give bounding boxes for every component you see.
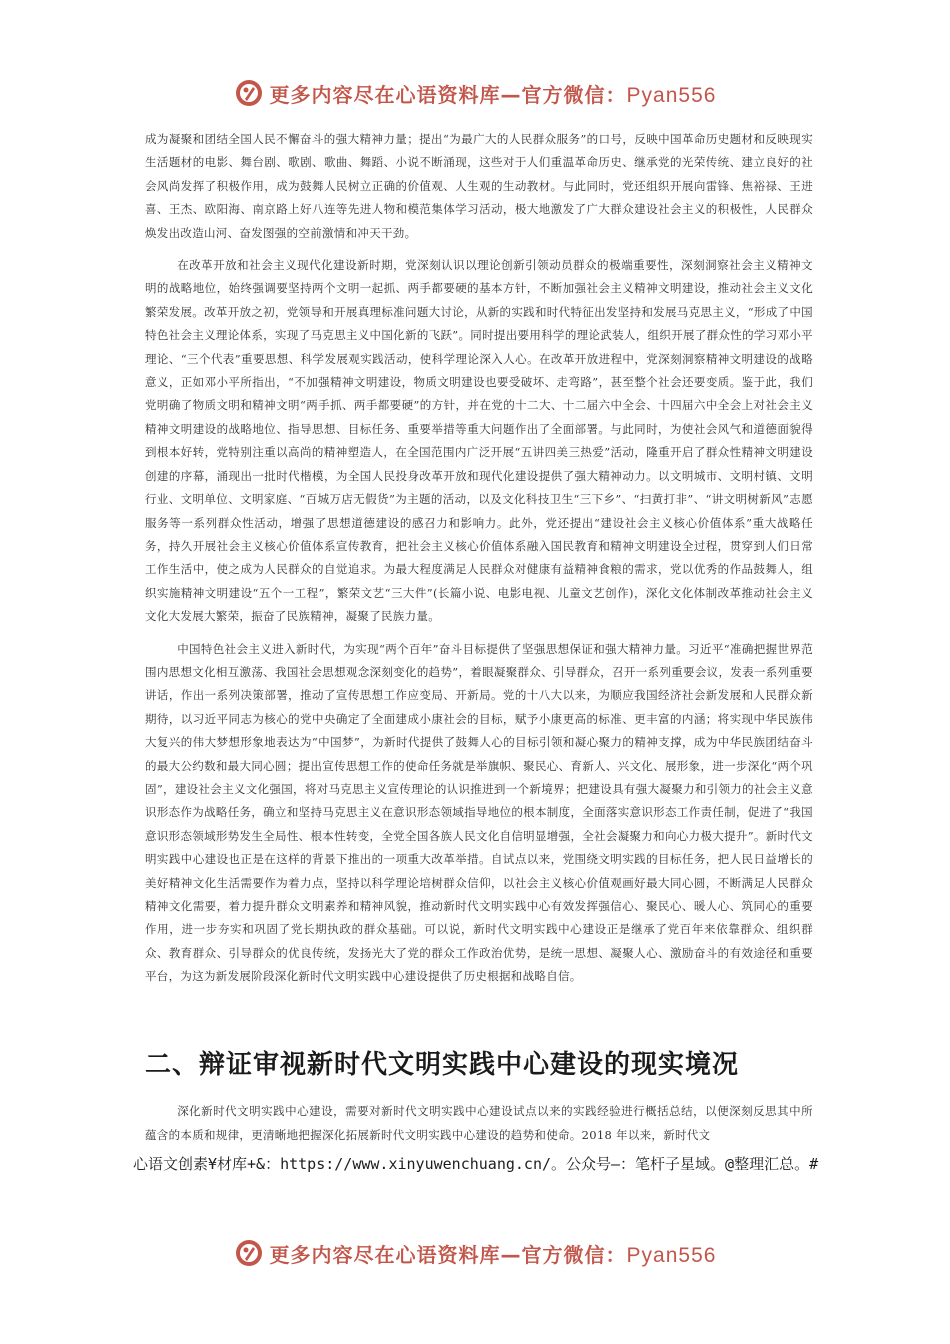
source-note: 心语文创素¥材库+&：https://www.xinyuwenchuang.cn/。公众号—：笔杆子星域。@整理汇总。# <box>133 1155 819 1173</box>
banner-text <box>270 1239 717 1268</box>
paragraph-2: 在改革开放和社会主义现代化建设新时期，党深刻认识以理论创新引领动员群众的极端重要性，深刻洞察社会主义精神文明的战略地位，始终强调要坚持两个文明一起抓、两手都要硬的基本方针，不断加强社会主义精神文明建设，推动社会主义文化繁荣发展。改革开放之初，党领导和开展真理标准问题大讨论，从新的实践和时代特征出发坚持和发展马克思主义，“形成了中国特色社会主义理论体系，实现了马克思主义中国化新的飞跃”。同时提出要用科学的理论武装人，组织开展了群众性的学习邓小平理论、“三个代表”重要思想、科学发展观实践活动，使科学理论深入人心。在改革开放进程中，党深刻洞察精神文明建设的战略意义，正如邓小平所指出，“不加强精神文明建设，物质文明建设也要受破坏、走弯路”，甚至整个社会还要变质。鉴于此，我们党明确了物质文明和精神文明“两手抓、两手都要硬”的方针，并在党的十二大、十二届六中全会、十四届六中全会上对社会主义精神文明建设的战略地位、指导思想、目标任务、重要举措等重大问题作出了全面部署。与此同时，为使社会风气和道德面貌得到根本好转，党特别注重以高尚的精神塑造人，在全国范围内广泛开展“五讲四美三热爱”活动，隆重开启了群众性精神文明建设创建的序幕，涌现出一批时代楷模，为全国人民投身改革开放和现代化建设提供了强大精神动力。以文明城市、文明村镇、文明行业、文明单位、文明家庭、“百城万店无假货”为主题的活动，以及文化科技卫生“三下乡”、“扫黄打非”、“讲文明树新风”志愿服务等一系列群众性活动，增强了思想道德建设的感召力和影响力。此外，党还提出“建设社会主义核心价值体系”重大战略任务，持久开展社会主义核心价值体系宣传教育，把社会主义核心价值体系融入国民教育和精神文明建设全过程，贯穿到人们日常工作生活中，使之成为人民群众的自觉追求。为最大程度满足人民群众对健康有益精神食粮的需求，党以优秀的作品鼓舞人，组织实施精神文明建设“五个一工程”，繁荣文艺“三大件”(长篇小说、电影电视、儿童文艺创作)，深化文化体制改革推动社会主义文化大发展大繁荣，振奋了民族精神，凝聚了民族力量。 <box>145 258 813 624</box>
banner-wechat-id: Pyan556 <box>626 83 717 107</box>
footer-banner <box>0 1232 950 1274</box>
paragraph-3: 中国特色社会主义进入新时代，为实现“两个百年”奋斗目标提供了坚强思想保证和强大精神力量。习近平“准确把握世界范围内思想文化相互激荡、我国社会思想观念深刻变化的趋势”，着眼凝聚群众、引导群众，召开一系列重要会议，发表一系列重要讲话，作出一系列决策部署，推动了宣传思想工作应变局、开新局。党的十八大以来，为顺应我国经济社会新发展和人民群众新期待，以习近平同志为核心的党中央确定了全面建成小康社会的目标，赋予小康更高的标准、更丰富的内涵；将实现中华民族伟大复兴的伟大梦想形象地表达为“中国梦”，为新时代提供了鼓舞人心的目标引领和凝心聚力的精神支撑，成为中华民族团结奋斗的最大公约数和最大同心圆；提出宣传思想工作的使命任务就是举旗帜、聚民心、育新人、兴文化、展形象，进一步深化“两个巩固”，建设社会主义文化强国，将对马克思主义宣传理论的认识推进到一个新境界；把建设具有强大凝聚力和引领力的社会主义意识形态作为战略任务，确立和坚持马克思主义在意识形态领域指导地位的根本制度，全面落实意识形态工作责任制，促进了“我国意识形态领域形势发生全局性、根本性转变，全党全国各族人民文化自信明显增强，全社会凝聚力和向心力极大提升”。新时代文明实践中心建设也正是在这样的背景下推出的一项重大改革举措。自试点以来，党围绕文明实践的目标任务，把人民日益增长的美好精神文化生活需要作为着力点，坚持以科学理论培树群众信仰，以社会主义核心价值观画好最大同心圆，不断满足人民群众精神文化需要，着力提升群众文明素养和精神风貌，推动新时代文明实践中心有效发挥强信心、聚民心、暖人心、筑同心的重要作用，进一步夯实和巩固了党长期执政的群众基础。可以说，新时代文明实践中心建设正是继承了党百年来依靠群众、组织群众、教育群众、引导群众的优良传统，发扬光大了党的群众工作政治优势，是统一思想、凝聚人心、激励奋斗的有效途径和重要平台，为这为新发展阶段深化新时代文明实践中心建设提供了历史根据和战略自信。 <box>145 641 813 984</box>
section-heading: 二、辩证审视新时代文明实践中心建设的现实境况 <box>145 1050 740 1080</box>
header-banner <box>0 72 950 114</box>
logo-icon <box>234 1238 264 1268</box>
banner-title: 更多内容尽在心语资料库—官方微信： <box>269 82 627 107</box>
paragraph-1: 成为凝聚和团结全国人民不懈奋斗的强大精神力量；提出“为最广大的人民群众服务”的口号，反映中国革命历史题材和反映现实生活题材的电影、舞台剧、歌剧、歌曲、舞蹈、小说不断涌现，这些对于人们重温革命历史、继承党的光荣传统、建立良好的社会风尚发挥了积极作用，成为鼓舞人民树立正确的价值观、人生观的生动教材。与此同时，党还组织开展向雷锋、焦裕禄、王进喜、王杰、欧阳海、南京路上好八连等先进人物和模范集体学习活动，极大地激发了广大群众建设社会主义的积极性，人民群众焕发出改造山河、奋发图强的空前激情和冲天干劲。 <box>145 132 813 240</box>
paragraph-after-heading: 深化新时代文明实践中心建设，需要对新时代文明实践中心建设试点以来的实践经验进行概括总结，以便深刻反思其中所蕴含的本质和规律，更清晰地把握深化拓展新时代文明实践中心建设的趋势和使命。2018 年以来，新时代文 <box>145 1104 813 1142</box>
logo-icon <box>234 78 264 108</box>
banner-title: 更多内容尽在心语资料库—官方微信： <box>269 1242 627 1267</box>
banner-wechat-id: Pyan556 <box>626 1243 717 1267</box>
article-body <box>145 128 813 998</box>
banner-text <box>270 79 717 108</box>
